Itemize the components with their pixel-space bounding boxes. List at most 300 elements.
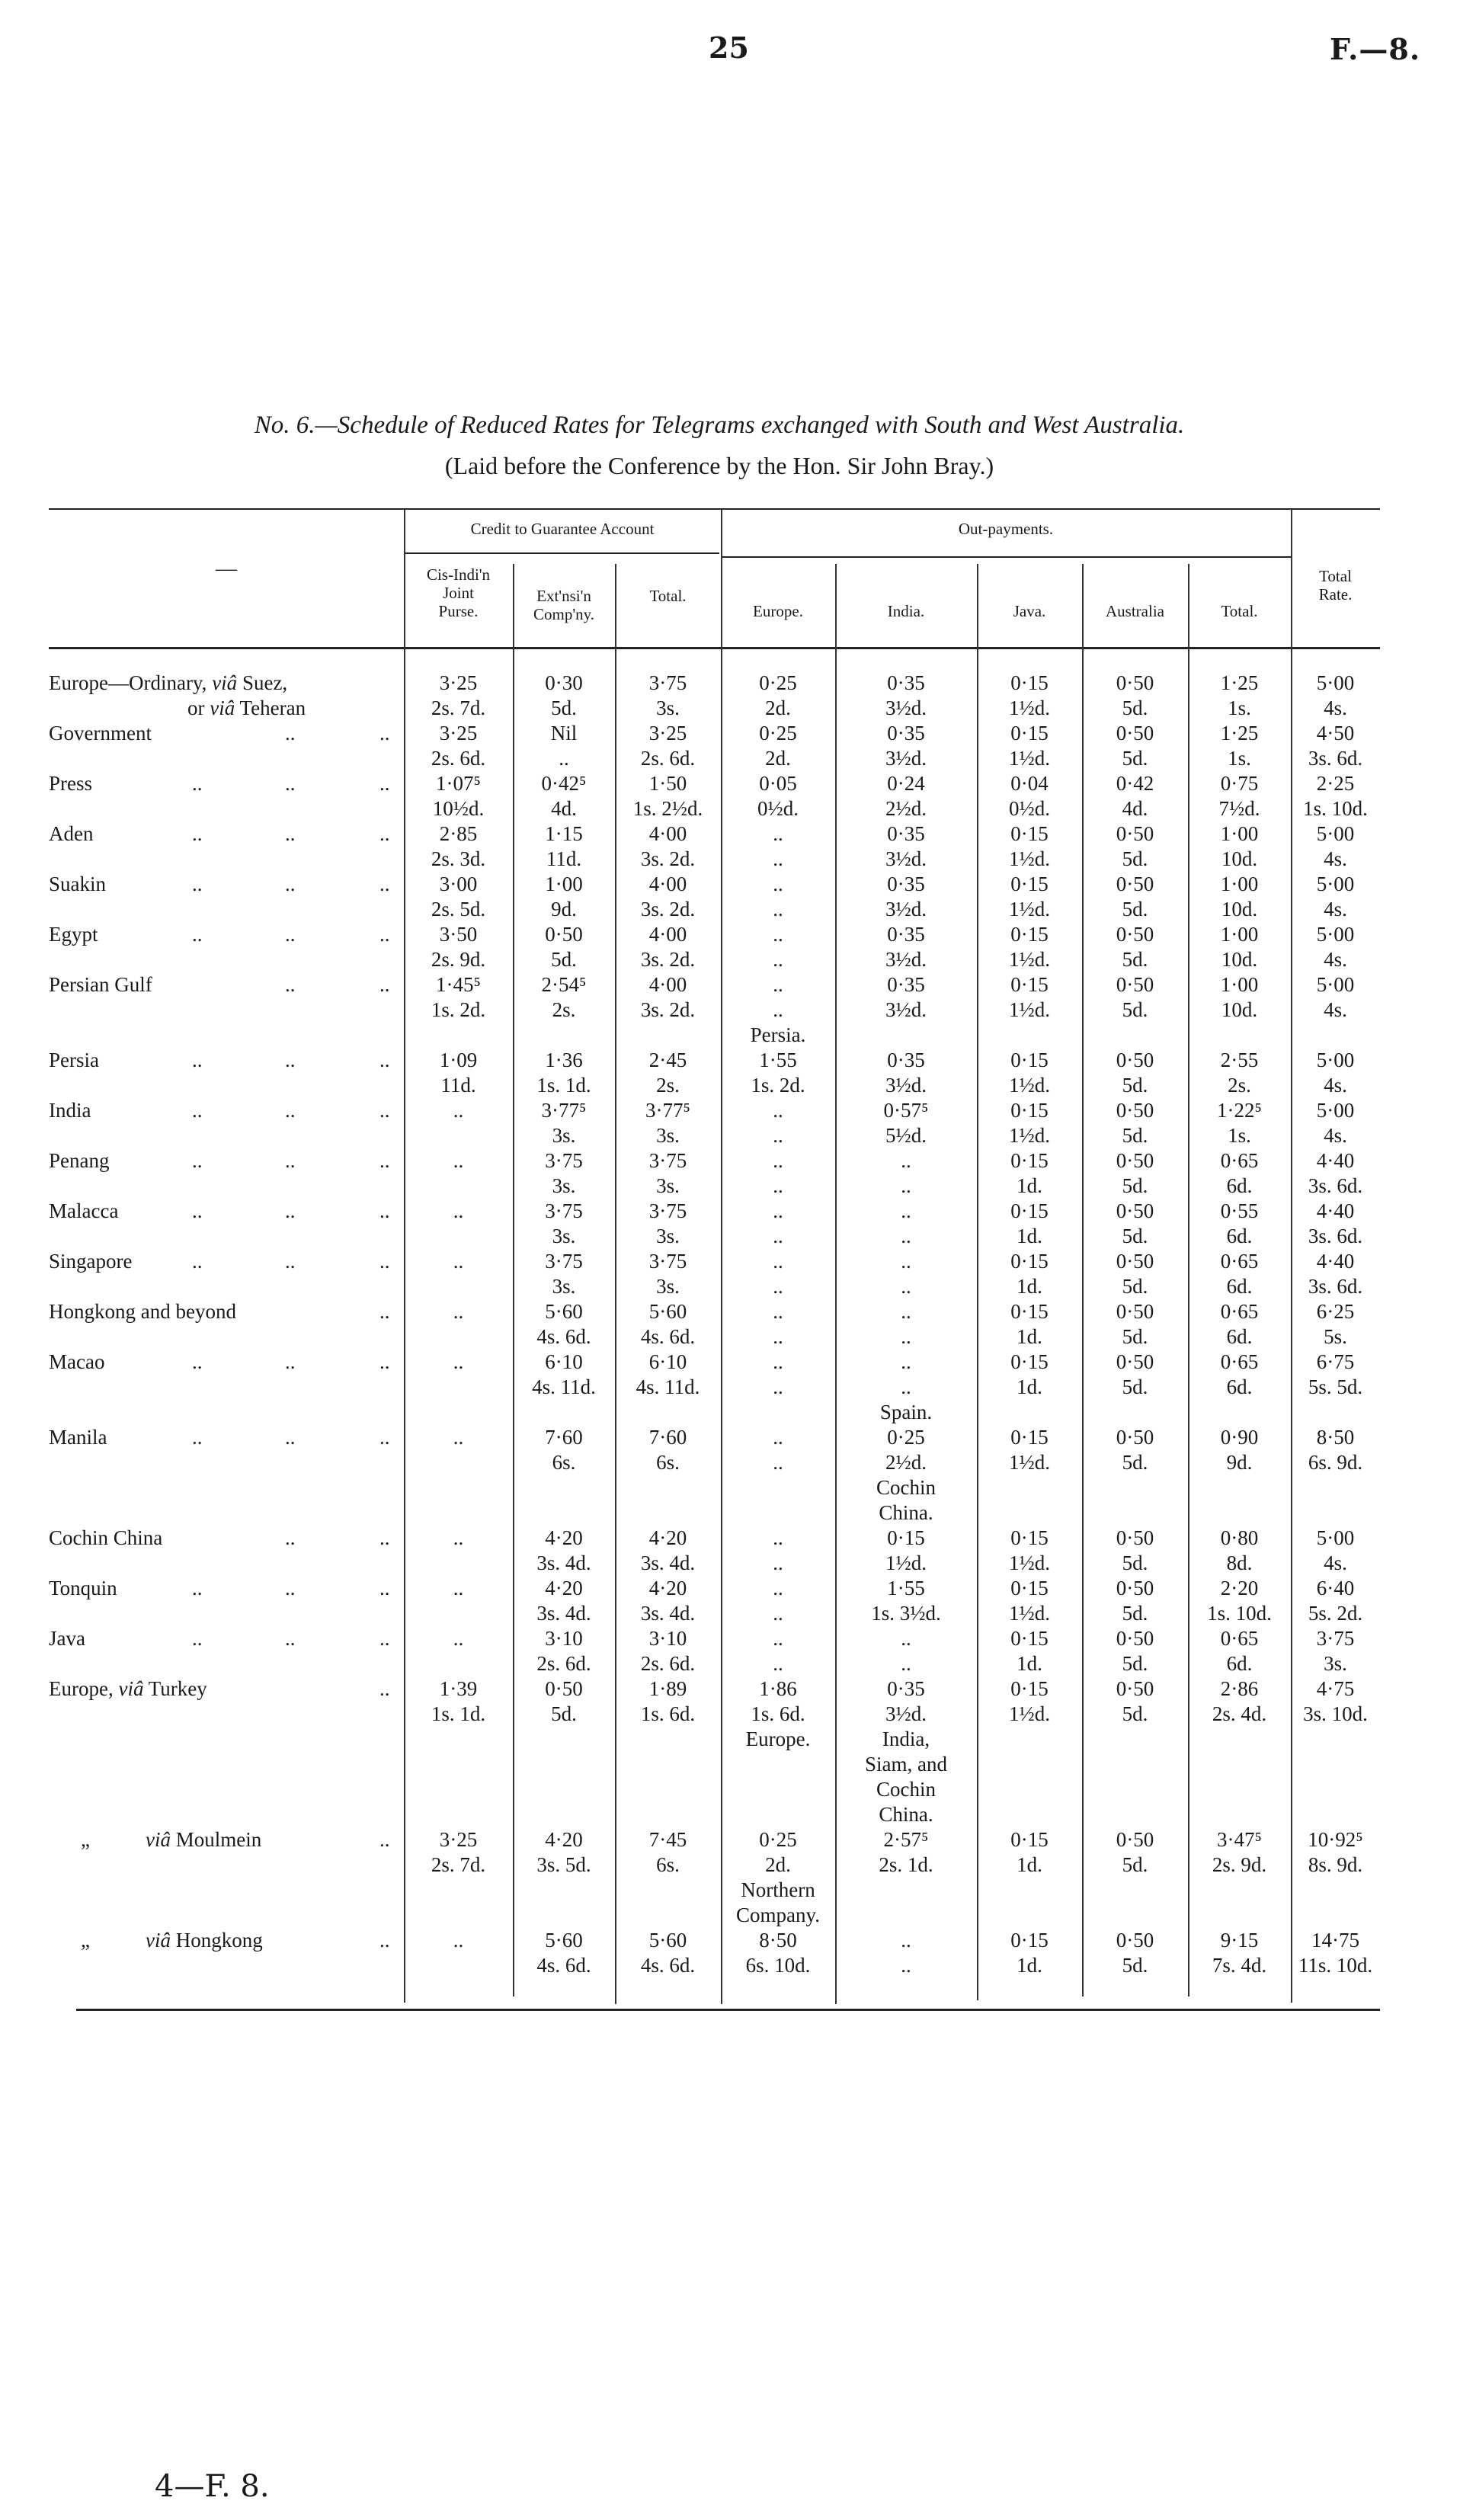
decimal-rate: 0·25 [759, 671, 797, 694]
column-header-line: Cis-Indi'n [426, 565, 491, 584]
note-line [49, 1777, 1380, 1802]
sterling-rate: 2s. [656, 1074, 680, 1097]
row-label-text: viâ [146, 1929, 171, 1952]
table-row [49, 1953, 1380, 1978]
row-label-text: Persian Gulf [49, 973, 152, 996]
sterling-rate: 3s. [656, 1124, 680, 1147]
decimal-rate: 0·15 [1010, 722, 1049, 744]
row-label-text: Singapore [49, 1250, 133, 1273]
table-row [49, 1651, 1380, 1676]
sterling-rate: 3s. 6d. [1308, 1275, 1363, 1298]
sterling-rate: 1½d. [1009, 1451, 1050, 1474]
leader-dots: .. [379, 1627, 390, 1650]
decimal-rate: .. [901, 1250, 911, 1273]
leader-dots: .. [379, 1828, 390, 1851]
sterling-rate: 0½d. [757, 797, 799, 820]
decimal-rate: 0·55 [1220, 1199, 1259, 1222]
sterling-rate: 6s. 10d. [745, 1954, 811, 1977]
decimal-rate: 2·57⁵ [883, 1828, 929, 1851]
table-row [49, 1425, 1380, 1450]
decimal-rate: 8·50 [759, 1929, 797, 1952]
leader-dots: .. [285, 973, 296, 996]
row-label [49, 1576, 117, 1601]
sterling-rate: 5d. [1122, 747, 1148, 770]
decimal-rate: 0·65 [1220, 1149, 1259, 1172]
sterling-rate: 1½d. [1009, 1074, 1050, 1097]
decimal-rate: 3·77⁵ [541, 1099, 587, 1122]
sterling-rate: 5d. [1122, 847, 1148, 870]
decimal-rate: 4·00 [648, 923, 687, 946]
decimal-rate: 0·50 [1116, 1300, 1154, 1323]
sterling-rate: 5d. [1122, 1602, 1148, 1625]
table-row [49, 1601, 1380, 1626]
leader-dots: .. [379, 1049, 390, 1071]
sterling-rate: 2s. 5d. [431, 898, 486, 921]
sterling-rate: 2s. 6d. [431, 747, 486, 770]
sterling-rate: .. [773, 1174, 783, 1197]
sterling-rate: 4s. 6d. [640, 1954, 696, 1977]
row-label-text: Penang [49, 1149, 110, 1172]
decimal-rate: 1·89 [648, 1677, 687, 1700]
decimal-rate: 4·20 [648, 1526, 687, 1549]
decimal-rate: .. [453, 1929, 464, 1952]
sterling-rate: .. [901, 1225, 911, 1247]
row-label-text: Aden [49, 822, 94, 845]
decimal-rate: 6·75 [1316, 1350, 1355, 1373]
row-label-text: or [187, 696, 210, 719]
decimal-rate: 2·45 [648, 1049, 687, 1071]
decimal-rate: .. [901, 1627, 911, 1650]
sterling-rate: 5d. [1122, 1451, 1148, 1474]
decimal-rate: .. [773, 1577, 783, 1599]
row-label-text: Malacca [49, 1199, 119, 1222]
table-row [49, 1450, 1380, 1475]
sterling-rate: 2s. 6d. [536, 1652, 591, 1675]
column-header-india [835, 602, 977, 620]
decimal-rate: 0·15 [1010, 923, 1049, 946]
decimal-rate: 2·85 [439, 822, 478, 845]
row-label [49, 1249, 132, 1274]
decimal-rate: 0·65 [1220, 1300, 1259, 1323]
sterling-rate: 3s. 4d. [536, 1602, 591, 1625]
decimal-rate: 4·50 [1316, 722, 1355, 744]
sterling-rate: 3½d. [885, 747, 927, 770]
decimal-rate: 7·45 [648, 1828, 687, 1851]
sterling-rate: 2½d. [885, 797, 927, 820]
decimal-rate: 1·55 [887, 1577, 925, 1599]
decimal-rate: 1·07⁵ [436, 772, 481, 795]
decimal-rate: 3·75 [648, 671, 687, 694]
leader-dots: .. [192, 1250, 203, 1273]
sterling-rate: 4d. [1122, 797, 1148, 820]
decimal-rate: 2·54⁵ [541, 973, 587, 996]
row-label-text: viâ [212, 671, 238, 694]
column-header-cis-indian-joint-purse [404, 565, 513, 620]
table-row [49, 1199, 1380, 1224]
decimal-rate: .. [453, 1099, 464, 1122]
table-row [49, 972, 1380, 997]
sterling-rate: 2s. 7d. [431, 696, 486, 719]
decimal-rate: 0·50 [1116, 1677, 1154, 1700]
decimal-rate: 0·57⁵ [883, 1099, 929, 1122]
sterling-rate: 10d. [1221, 948, 1258, 971]
decimal-rate: 0·15 [1010, 1149, 1049, 1172]
sterling-rate: 3s. 2d. [640, 898, 696, 921]
row-label [49, 721, 152, 746]
decimal-rate: .. [773, 1526, 783, 1549]
decimal-rate: 0·65 [1220, 1250, 1259, 1273]
sterling-rate: 6s. 9d. [1308, 1451, 1363, 1474]
outpayments-group-rule [722, 556, 1291, 558]
decimal-rate: 0·50 [1116, 1426, 1154, 1449]
decimal-rate: 0·25 [759, 722, 797, 744]
sterling-rate: 5d. [1122, 898, 1148, 921]
table-row [49, 1123, 1380, 1148]
decimal-rate: 5·00 [1316, 873, 1355, 895]
sterling-rate: 5d. [551, 948, 577, 971]
leader-dots: .. [192, 1577, 203, 1599]
decimal-rate: 10·92⁵ [1308, 1828, 1363, 1851]
sterling-rate: 2s. 1d. [879, 1853, 933, 1876]
decimal-rate: 1·55 [759, 1049, 797, 1071]
sterling-rate: 4s. [1324, 1124, 1347, 1147]
leader-dots: .. [379, 1099, 390, 1122]
decimal-rate: 4·40 [1316, 1250, 1355, 1273]
decimal-rate: 1·00 [545, 873, 583, 895]
sterling-rate: 1½d. [1009, 1551, 1050, 1574]
sterling-rate: 1s. 6d. [640, 1702, 696, 1725]
decimal-rate: 3·50 [439, 923, 478, 946]
decimal-rate: 0·15 [1010, 873, 1049, 895]
leader-dots: .. [192, 923, 203, 946]
decimal-rate: 2·20 [1220, 1577, 1259, 1599]
decimal-rate: .. [901, 1199, 911, 1222]
sterling-rate: 3s. 2d. [640, 847, 696, 870]
sterling-rate: 9d. [551, 898, 577, 921]
decimal-rate: 0·50 [1116, 1577, 1154, 1599]
decimal-rate: 0·50 [1116, 973, 1154, 996]
table-row [49, 696, 1380, 721]
sterling-rate: 8s. 9d. [1308, 1853, 1363, 1876]
decimal-rate: 0·15 [1010, 1049, 1049, 1071]
note-line [49, 1475, 1380, 1500]
decimal-rate: 0·50 [1116, 1099, 1154, 1122]
decimal-rate: 0·15 [1010, 1929, 1049, 1952]
column-header-line: Purse. [438, 602, 479, 620]
row-label-text: Persia [49, 1049, 99, 1071]
decimal-rate: .. [773, 1627, 783, 1650]
sterling-rate: 5s. 5d. [1308, 1375, 1363, 1398]
decimal-rate: 7·60 [648, 1426, 687, 1449]
row-label-text: Java [49, 1627, 85, 1650]
sterling-rate: .. [773, 847, 783, 870]
decimal-rate: 6·10 [648, 1350, 687, 1373]
table-row [49, 1073, 1380, 1098]
column-note: Spain. [879, 1401, 933, 1423]
leader-dots: .. [285, 873, 296, 895]
sterling-rate: 5d. [1122, 1954, 1148, 1977]
decimal-rate: 3·25 [439, 722, 478, 744]
sterling-rate: 1d. [1017, 1275, 1042, 1298]
table-row [49, 1148, 1380, 1174]
leader-dots: .. [379, 1199, 390, 1222]
decimal-rate: 3·00 [439, 873, 478, 895]
table-row [49, 1676, 1380, 1702]
sterling-rate: 3s. [552, 1225, 576, 1247]
ditto-mark: „ [81, 1929, 90, 1952]
sterling-rate: 1d. [1017, 1652, 1042, 1675]
decimal-rate: .. [453, 1250, 464, 1273]
sterling-rate: 4s. 11d. [532, 1375, 596, 1398]
decimal-rate: 0·35 [887, 822, 925, 845]
sterling-rate: 5d. [551, 696, 577, 719]
decimal-rate: 0·50 [1116, 1049, 1154, 1071]
column-header-line: Australia [1106, 602, 1164, 620]
decimal-rate: .. [453, 1300, 464, 1323]
decimal-rate: 5·00 [1316, 822, 1355, 845]
sterling-rate: 6s. [552, 1451, 576, 1474]
sterling-rate: 1s. 3½d. [871, 1602, 941, 1625]
decimal-rate: 4·00 [648, 822, 687, 845]
sterling-rate: 2s. 9d. [1212, 1853, 1267, 1876]
column-header-line: Ext'nsi'n [536, 587, 591, 605]
decimal-rate: 0·50 [1116, 923, 1154, 946]
table-row [49, 721, 1380, 746]
row-label-text: Egypt [49, 923, 98, 946]
decimal-rate: .. [773, 1350, 783, 1373]
sterling-rate: .. [901, 1954, 911, 1977]
leader-dots: .. [192, 1350, 203, 1373]
sterling-rate: 4s. [1324, 696, 1347, 719]
decimal-rate: 0·15 [887, 1526, 925, 1549]
sterling-rate: .. [773, 1275, 783, 1298]
decimal-rate: 0·35 [887, 671, 925, 694]
sterling-rate: .. [773, 948, 783, 971]
decimal-rate: 3·25 [439, 671, 478, 694]
decimal-rate: 0·50 [1116, 1828, 1154, 1851]
sterling-rate: 3s. 6d. [1308, 1174, 1363, 1197]
decimal-rate: 8·50 [1316, 1426, 1355, 1449]
table-row [49, 1702, 1380, 1727]
sterling-rate: 1½d. [1009, 948, 1050, 971]
decimal-rate: 5·00 [1316, 973, 1355, 996]
sterling-rate: 1½d. [1009, 998, 1050, 1021]
row-label-text: Macao [49, 1350, 105, 1373]
decimal-rate: 0·15 [1010, 1300, 1049, 1323]
table-row [49, 1626, 1380, 1651]
sterling-rate: 3½d. [885, 847, 927, 870]
decimal-rate: 3·10 [545, 1627, 583, 1650]
sterling-rate: 11s. 10d. [1298, 1954, 1373, 1977]
decimal-rate: .. [901, 1149, 911, 1172]
sterling-rate: 1½d. [1009, 1702, 1050, 1725]
table-row [49, 947, 1380, 972]
decimal-rate: 0·25 [759, 1828, 797, 1851]
decimal-rate: 0·15 [1010, 1250, 1049, 1273]
decimal-rate: 4·20 [648, 1577, 687, 1599]
sterling-rate: .. [901, 1375, 911, 1398]
column-header-line: Total. [1221, 602, 1258, 620]
sterling-rate: 5d. [1122, 1225, 1148, 1247]
label-header-dash: — [216, 557, 237, 581]
leader-dots: .. [379, 722, 390, 744]
sterling-rate: 2s. [552, 998, 576, 1021]
sterling-rate: 1d. [1017, 1853, 1042, 1876]
leader-dots: .. [285, 1149, 296, 1172]
row-label-text: Cochin China [49, 1526, 163, 1549]
decimal-rate: 4·20 [545, 1828, 583, 1851]
column-header-europe [721, 602, 835, 620]
decimal-rate: 5·60 [648, 1300, 687, 1323]
note-line [49, 1903, 1380, 1928]
column-header-extension-company [513, 587, 615, 623]
sterling-rate: 1½d. [1009, 847, 1050, 870]
decimal-rate: 0·15 [1010, 1677, 1049, 1700]
row-label [49, 1626, 85, 1651]
sterling-rate: .. [773, 1375, 783, 1398]
leader-dots: .. [192, 772, 203, 795]
decimal-rate: 2·55 [1220, 1049, 1259, 1071]
leader-dots: .. [192, 1049, 203, 1071]
decimal-rate: 4·00 [648, 973, 687, 996]
sterling-rate: 5s. [1324, 1325, 1347, 1348]
column-header-line: Europe. [753, 602, 803, 620]
row-label-text: Moulmein [171, 1828, 262, 1851]
decimal-rate: 4·20 [545, 1526, 583, 1549]
decimal-rate: .. [901, 1929, 911, 1952]
sterling-rate: 3s. [656, 696, 680, 719]
sterling-rate: .. [901, 1275, 911, 1298]
sterling-rate: 1d. [1017, 1954, 1042, 1977]
table-row [49, 1299, 1380, 1324]
row-label [49, 1526, 162, 1551]
decimal-rate: 1·15 [545, 822, 583, 845]
decimal-rate: .. [773, 1199, 783, 1222]
decimal-rate: 0·65 [1220, 1350, 1259, 1373]
decimal-rate: .. [773, 923, 783, 946]
sterling-rate: 3s. 6d. [1308, 747, 1363, 770]
leader-dots: .. [192, 1627, 203, 1650]
table-row [49, 1174, 1380, 1199]
row-label [49, 1827, 261, 1852]
sterling-rate: 2s. [1228, 1074, 1251, 1097]
sterling-rate: .. [901, 1325, 911, 1348]
decimal-rate: 0·50 [1116, 822, 1154, 845]
decimal-rate: 0·04 [1010, 772, 1049, 795]
decimal-rate: 1·86 [759, 1677, 797, 1700]
decimal-rate: 3·77⁵ [645, 1099, 690, 1122]
sterling-rate: 2½d. [885, 1451, 927, 1474]
schedule-title: No. 6.—Schedule of Reduced Rates for Telegrams exchanged with South and West Australia. [254, 411, 1185, 439]
decimal-rate: 0·50 [1116, 1250, 1154, 1273]
decimal-rate: .. [773, 973, 783, 996]
decimal-rate: 0·15 [1010, 822, 1049, 845]
decimal-rate: 5·60 [545, 1929, 583, 1952]
decimal-rate: 0·65 [1220, 1627, 1259, 1650]
sterling-rate: 7s. 4d. [1212, 1954, 1267, 1977]
sterling-rate: 0½d. [1009, 797, 1050, 820]
sterling-rate: 5d. [1122, 1652, 1148, 1675]
column-header-australia [1082, 602, 1188, 620]
decimal-rate: .. [453, 1577, 464, 1599]
decimal-rate: .. [773, 1250, 783, 1273]
decimal-rate: 1·50 [648, 772, 687, 795]
row-label [49, 1425, 107, 1450]
sterling-rate: 6d. [1226, 1325, 1253, 1348]
leader-dots: .. [285, 923, 296, 946]
decimal-rate: 0·50 [545, 1677, 583, 1700]
leader-dots: .. [379, 1526, 390, 1549]
leader-dots: .. [379, 1577, 390, 1599]
decimal-rate: .. [773, 1099, 783, 1122]
column-note: China. [879, 1501, 933, 1524]
column-note: Cochin [876, 1778, 936, 1801]
table-row [49, 847, 1380, 872]
sterling-rate: .. [773, 1602, 783, 1625]
decimal-rate: 1·00 [1220, 873, 1259, 895]
decimal-rate: .. [453, 1199, 464, 1222]
row-label-text: Turkey [143, 1677, 207, 1700]
sterling-rate: 2d. [765, 696, 791, 719]
decimal-rate: 3·75 [545, 1199, 583, 1222]
column-header-outpayments-total [1188, 602, 1291, 620]
leader-dots: .. [192, 1149, 203, 1172]
sterling-rate: 5d. [1122, 1325, 1148, 1348]
sterling-rate: 1s. 2d. [751, 1074, 805, 1097]
sterling-rate: 6d. [1226, 1375, 1253, 1398]
leader-dots: .. [192, 822, 203, 845]
decimal-rate: 3·75 [648, 1199, 687, 1222]
row-label [49, 1676, 207, 1702]
leader-dots: .. [192, 873, 203, 895]
table-bottom-rule [76, 2009, 1380, 2011]
sterling-rate: 4s. 6d. [536, 1954, 591, 1977]
decimal-rate: 1·36 [545, 1049, 583, 1071]
sterling-rate: 1d. [1017, 1375, 1042, 1398]
decimal-rate: .. [773, 1426, 783, 1449]
sterling-rate: .. [901, 1174, 911, 1197]
footer-reference: 4—F. 8. [155, 2469, 270, 2504]
sterling-rate: 5d. [551, 1702, 577, 1725]
sterling-rate: 6d. [1226, 1225, 1253, 1247]
decimal-rate: 4·75 [1316, 1677, 1355, 1700]
decimal-rate: 3·47⁵ [1217, 1828, 1262, 1851]
leader-dots: .. [285, 822, 296, 845]
sterling-rate: 1s. 2d. [431, 998, 486, 1021]
sterling-rate: 3½d. [885, 696, 927, 719]
leader-dots: .. [285, 772, 296, 795]
row-label-text: Suakin [49, 873, 107, 895]
sterling-rate: 1½d. [885, 1551, 927, 1574]
decimal-rate: 0·80 [1220, 1526, 1259, 1549]
sterling-rate: 7½d. [1218, 797, 1260, 820]
leader-dots: .. [192, 1199, 203, 1222]
sterling-rate: 3s. [552, 1124, 576, 1147]
table-row [49, 1224, 1380, 1249]
leader-dots: .. [379, 1250, 390, 1273]
sterling-rate: .. [773, 1124, 783, 1147]
decimal-rate: 3·25 [648, 722, 687, 744]
decimal-rate: 9·15 [1220, 1929, 1259, 1952]
sterling-rate: 1½d. [1009, 696, 1050, 719]
sterling-rate: 6d. [1226, 1275, 1253, 1298]
decimal-rate: 5·00 [1316, 1049, 1355, 1071]
sterling-rate: 1½d. [1009, 1124, 1050, 1147]
table-row [49, 746, 1380, 771]
decimal-rate: 5·60 [545, 1300, 583, 1323]
leader-dots: .. [379, 1426, 390, 1449]
sterling-rate: .. [773, 1225, 783, 1247]
